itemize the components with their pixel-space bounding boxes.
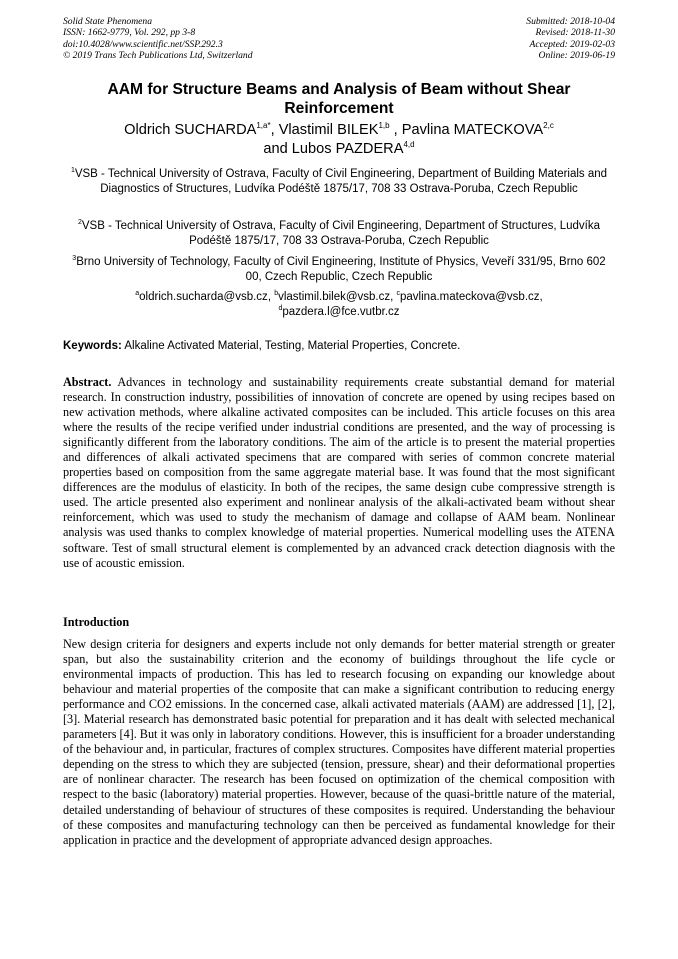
journal-issn: ISSN: 1662-9779, Vol. 292, pp 3-8 — [63, 27, 196, 39]
author-superscript: 2,c — [543, 121, 554, 130]
keywords-label: Keywords: — [63, 340, 122, 352]
affiliation-marker: 2 — [77, 219, 82, 226]
affiliation-text: Brno University of Technology, Faculty of Civil Engineering, Institute of Physics, Veveří 331/95, Brno 602 00, Czech Republic, Czech Republic — [76, 256, 606, 283]
date-accepted: Accepted: 2019-02-03 — [529, 38, 615, 50]
affiliation-1 — [63, 167, 615, 197]
email-marker: a — [135, 290, 140, 297]
introduction-heading: Introduction — [63, 615, 130, 629]
author-list — [63, 121, 615, 159]
author-superscript: 1,b — [378, 121, 390, 130]
affiliation-3 — [63, 255, 615, 285]
keywords-text: Alkaline Activated Material, Testing, Material Properties, Concrete. — [121, 340, 461, 352]
email-link[interactable]: pavlina.mateckova@vsb.cz — [400, 291, 540, 303]
journal-meta — [63, 16, 253, 61]
email-marker: c — [396, 290, 401, 297]
author-separator: , — [389, 122, 402, 138]
publication-dates — [526, 16, 615, 61]
author-superscript: 4,d — [403, 140, 415, 149]
author-name: Vlastimil BILEK — [278, 122, 379, 138]
affiliation-text: VSB - Technical University of Ostrava, Faculty of Civil Engineering, Department of Structures, Ludvíka Podéště 1875/17, 708 33 Ostrava-Poruba, Czech Republic — [81, 220, 601, 247]
email-link[interactable]: pazdera.l@fce.vutbr.cz — [282, 305, 400, 318]
author-emails: $^a$oldrich.sucharda@vsb.cz, $^b$vlastimil.bilek@vsb.cz, $^c$pavlina.mateckova@vsb.cz, $^d$pazdera.l@fce.vutbr.cz — [135, 290, 543, 318]
paper-title: AAM for Structure Beams and Analysis of Beam without Shear Reinforcement — [107, 81, 571, 117]
affiliation-marker: 1 — [70, 167, 75, 174]
email-link[interactable]: vlastimil.bilek@vsb.cz — [278, 291, 391, 303]
date-submitted: Submitted: 2018-10-04 — [526, 16, 615, 27]
journal-copyright: © 2019 Trans Tech Publications Ltd, Switzerland — [63, 49, 253, 61]
date-online: Online: 2019-06-19 — [538, 49, 615, 61]
affiliation-marker: 3 — [72, 255, 77, 262]
author-name: and Lubos PAZDERA — [263, 141, 404, 157]
email-marker: b — [274, 290, 279, 297]
author-separator: , — [270, 122, 279, 138]
introduction-paragraph: New design criteria for designers and experts include not only demands for better material strength or greater span, but also the sustainability criterion and the economy of buildings throughout the life cycle or environmental impacts of production. This has led to research focusing on expanding our knowledge about behaviour and material properties of the composite that can make a significant contribution to reducing energy performance and CO2 emissions. In the concerned case, alkali activated materials (AAM) are addressed [1], [2], [3]. Material research has demonstrated basic potential for preparation and it has dealt with selected mechanical parameters [4]. But it was only in laboratory conditions. However, this is insufficient for a broader understanding of the behaviour and, in particular, fractures of complex structures. Composites have different material properties depending on the stress to which they are subjected (tension, pressure, shear) and their deformational properties are of nonlinear character. The research has been focused on optimization of the chemical composition with respect to the basic (laboratory) material properties. However, because of the quasi-brittle nature of the material, detailed understanding of behaviour of structures of these composites is required. Understanding the behaviour of these composites and manufacturing technology can then be perceived as fundamental knowledge for their application in practice and the development of appropriate advanced design approaches. — [63, 637, 615, 847]
keywords-paragraph — [63, 339, 615, 353]
abstract-label: Abstract. — [63, 375, 112, 389]
affiliation-2 — [63, 219, 615, 249]
affiliation-text: VSB - Technical University of Ostrava, Faculty of Civil Engineering, Department of Building Materials and Diagnostics of Structures, Ludvíka Podéště 1875/17, 708 33 Ostrava-Poruba, Czech Republic — [74, 168, 608, 195]
journal-doi: doi:10.4028/www.scientific.net/SSP.292.3 — [63, 38, 223, 50]
author-name: Oldrich SUCHARDA — [124, 122, 257, 138]
date-revised: Revised: 2018-11-30 — [535, 27, 615, 39]
abstract-text: Advances in technology and sustainability requirements create substantial demand for material research. In construction industry, possibilities of innovation of concrete are opened by using recipes based on new activation methods, where alkaline activated composites can be included. This article focuses on this area where the results of the recipe verified under industrial conditions are presented, and the way of processing is significantly different from the laboratory conditions. The aim of the article is to present the material properties and differences of alkali activated specimens that are compared with series of common concrete material properties based on composition from the same aggregate material base. It was found that the most significant differences are the modulus of elasticity. In both of the recipes, the same design cube compressive strength is used. The article presented also experiment and nonlinear analysis of the alkali-activated beam without shear reinforcement, which was used to study the mechanism of damage and collapse of AAM beam. Nonlinear analysis was used thanks to complex knowledge of material properties. Numerical modelling uses the ATENA software. Test of small structural element is complemented by an advanced crack detection diagnosis with the use of acoustic emission. — [63, 375, 615, 570]
journal-name: Solid State Phenomena — [63, 16, 152, 27]
abstract-paragraph — [63, 375, 615, 571]
email-link[interactable]: oldrich.sucharda@vsb.cz — [139, 291, 268, 303]
author-superscript: 1,a* — [256, 121, 271, 130]
email-marker: d — [278, 304, 283, 312]
author-name: Pavlina MATECKOVA — [401, 122, 544, 138]
